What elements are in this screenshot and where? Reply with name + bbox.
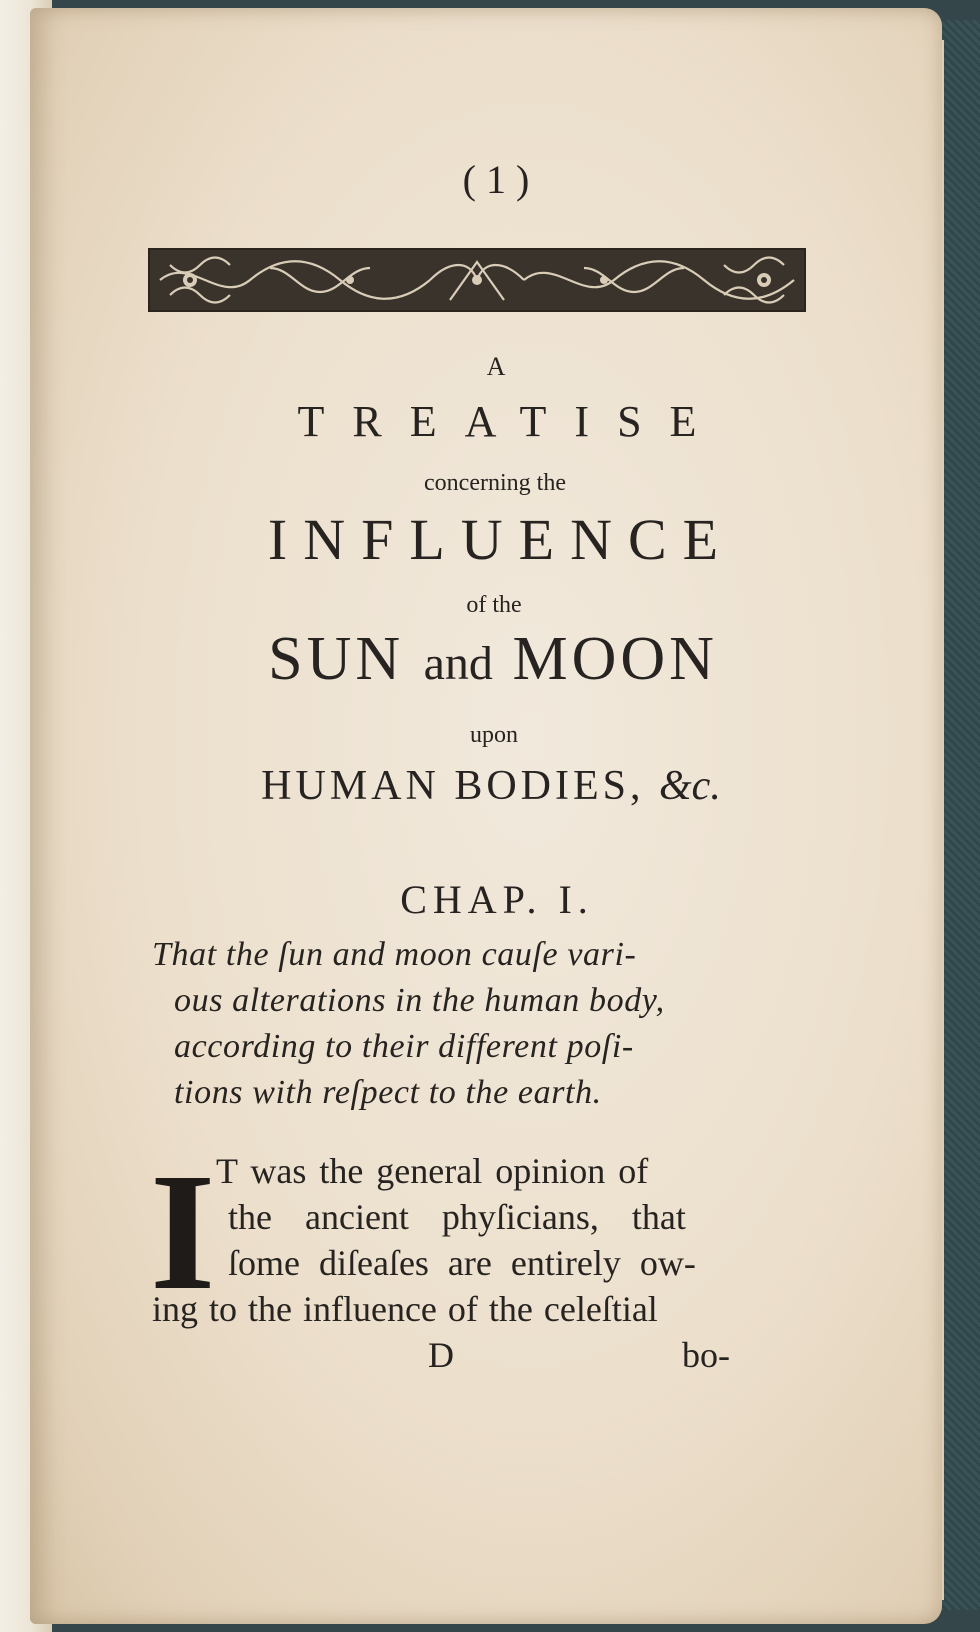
title-and: and (423, 637, 493, 690)
ornamental-headpiece-icon (148, 248, 806, 312)
title-upon: upon (470, 722, 518, 748)
title-human-bodies-text: HUMAN BODIES, (261, 763, 645, 809)
chapter-heading: CHAP. I. (400, 877, 594, 922)
title-sun: SUN (268, 625, 405, 693)
chapter-summary-line: That the ſun and moon cauſe vari- (152, 936, 637, 973)
body-text-line: ſome diſeaſes are entirely ow- (228, 1243, 696, 1283)
body-text-line: the ancient phyſicians, that (228, 1197, 686, 1237)
title-influence: INFLUENCE (267, 507, 735, 572)
chapter-summary-line: ous alterations in the human body, (174, 982, 665, 1019)
chapter-summary-line: tions with reſpect to the earth. (174, 1074, 602, 1111)
body-text-line: T was the general opinion of (216, 1151, 649, 1191)
body-text-line: ing to the influence of the celeſtial (152, 1289, 658, 1329)
title-concerning: concerning the (424, 470, 566, 496)
title-sun-and-moon (30, 624, 942, 695)
title-treatise: TREATISE (297, 397, 725, 446)
drop-cap: I (150, 1139, 216, 1325)
signature-mark: D (428, 1335, 454, 1375)
page-number: ( 1 ) (462, 157, 530, 202)
title-etc: &c. (659, 763, 721, 809)
title-article: A (486, 352, 506, 381)
chapter-summary-line: according to their different poſi- (174, 1028, 634, 1065)
title-of-the: of the (466, 592, 522, 618)
title-moon: MOON (512, 625, 718, 693)
title-human-bodies (30, 762, 942, 810)
book-page (30, 8, 942, 1624)
catchword: bo- (682, 1335, 730, 1375)
